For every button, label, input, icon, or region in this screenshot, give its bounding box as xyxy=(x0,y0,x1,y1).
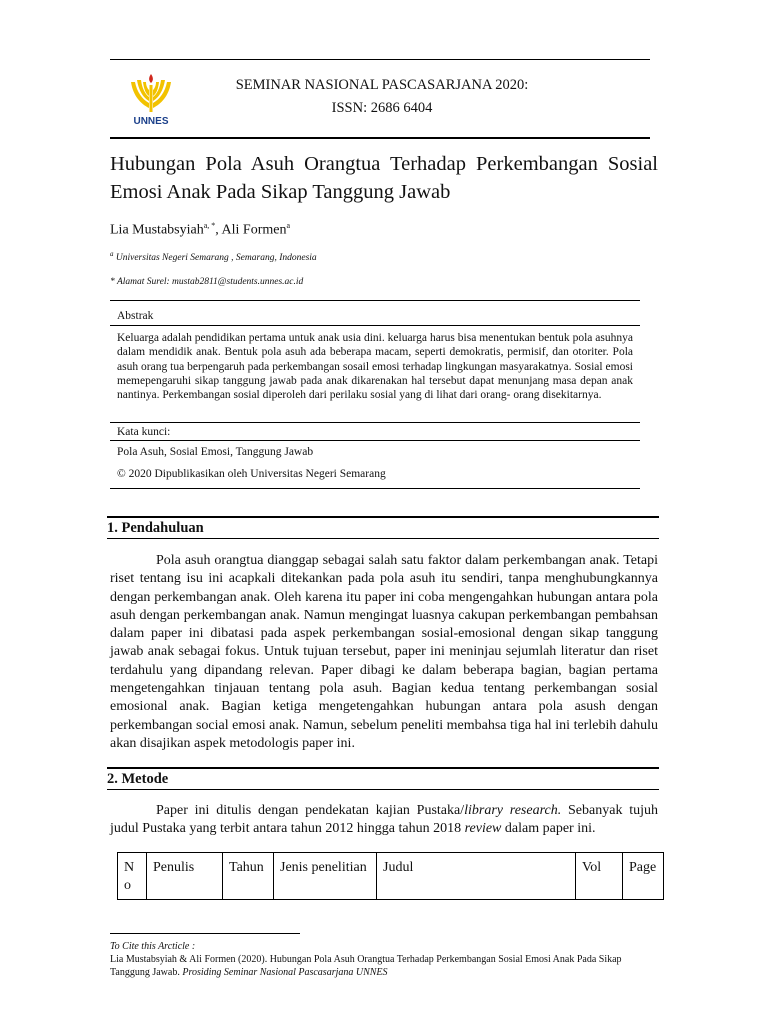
header-top-rule xyxy=(110,59,650,60)
table-header-author: Penulis xyxy=(147,853,223,900)
method-text: Paper ini ditulis dengan pendekatan kajian Pustaka/ xyxy=(156,803,465,818)
method-text: Sebanyak tujuh judul Pustaka yang terbit antara tahun 2012 hingga tahun 2018 xyxy=(110,803,659,837)
footer-rule xyxy=(110,933,300,934)
section-2-underline xyxy=(107,789,659,790)
affiliation-text: Universitas Negeri Semarang , Semarang, Indonesia xyxy=(113,253,317,264)
affiliation-superscript: a xyxy=(110,250,114,258)
section-heading-introduction: 1. Pendahuluan xyxy=(107,520,204,536)
section-heading-method: 2. Metode xyxy=(107,771,169,787)
author-superscript: a, * xyxy=(203,221,216,230)
introduction-text: Pola asuh orangtua dianggap sebagai salah satu faktor dalam perkembangan anak. Tetapi riset tentang isu ini acapkali ditekankan pada pola asuh itu sendiri, tanpa menghubungkannya dengan perkembangan anak. Oleh karena itu paper ini coba mengengahkan hubungan antara pola asuh dengan perkembangan anak. Namun mengingat luasnya cakupan perkembangan pembahsan dalam paper ini dibatasi pada aspek perkembangan sosial-emosional dengan sikap tanggung jawab anak sebagai fokus. Untuk tujuan tersebut, paper ini meninjau sejumlah literatur dan riset terdahulu yang dipandang relevan. Paper dibagi ke dalam beberapa bagian, bagian pertama mengetengahkan tinjauan tentang pola asuh. Bagian kedua tentang perkembangan sosial emosional anak. Bagian ketiga mengetengahkan hubungan antara pola asush dengan perkembangan social emosi anak. Namun, sebelum peneliti membahsa tiga hal ini terlebih dahulu akan disajikan aspek metodologis paper ini. xyxy=(110,553,658,751)
table-header-research-type: Jenis penelitian xyxy=(274,853,377,900)
abstract-label-rule xyxy=(110,325,640,326)
author-separator: , xyxy=(215,222,222,238)
keywords-label-rule xyxy=(110,440,640,441)
citation-source: Prosiding Seminar Nasional Pascasarjana UNNES xyxy=(182,966,388,978)
conference-name: SEMINAR NASIONAL PASCASARJANA 2020: xyxy=(235,77,529,93)
abstract-text: Keluarga adalah pendidikan pertama untuk anak usia dini. keluarga harus bisa menentukan bentuk pola asuhnya dalam mendidik anak. Bentuk pola asuh ada beberapa macam, seperti demokratis, permisif, dan otoriter. Pola asuh orang tua berpengaruh pada perkembangan sosail emosi terhadap lingkungan masyarakatnya. Sosial emosi memepengaruhi sikap tanggung jawab pada anak dikarenakan hal tersebut dapat menunjang masa depan anak nantinya. Perkembangan sosial diperoleh dari perilaku sosial yang di lihat dari orang- orang disekitarnya. xyxy=(117,332,633,402)
section-1-underline xyxy=(107,538,659,539)
table-header-page: Page xyxy=(623,853,664,900)
citation xyxy=(110,954,658,979)
issn: ISSN: 2686 6404 xyxy=(331,100,433,116)
author-name: Ali Formen xyxy=(221,222,287,238)
method-text-italic: library research. xyxy=(464,803,562,818)
header-bottom-rule xyxy=(110,137,650,139)
keywords: Pola Asuh, Sosial Emosi, Tanggung Jawab xyxy=(117,446,314,458)
section-2-rule xyxy=(107,767,659,769)
method-paragraph xyxy=(110,802,658,839)
author-name: Lia Mustabsyiah xyxy=(110,222,204,238)
table-header-title: Judul xyxy=(377,853,576,900)
method-text-italic: review xyxy=(464,821,502,837)
authors xyxy=(110,221,290,239)
citation-text: Lia Mustabsyiah & Ali Formen (2020). Hubungan Pola Asuh Orangtua Terhadap Perkembangan Sosial Emosi Anak Pada Sikap Tanggung Jawab. xyxy=(110,954,622,978)
abstract-text-rule xyxy=(110,422,640,423)
keywords-label: Kata kunci: xyxy=(117,426,171,438)
table-header-no: N o xyxy=(118,853,147,900)
table-header-vol: Vol xyxy=(576,853,623,900)
introduction-paragraph xyxy=(110,552,658,753)
logo-wordmark: UNNES xyxy=(133,116,169,127)
abstract-bottom-rule xyxy=(110,488,640,489)
method-text: dalam paper ini. xyxy=(501,821,596,837)
copyright: © 2020 Dipublikasikan oleh Universitas Negeri Semarang xyxy=(117,468,386,480)
cite-label: To Cite this Arcticle : xyxy=(110,941,196,952)
author-superscript: a xyxy=(286,221,291,230)
abstract-top-rule xyxy=(110,300,640,301)
table-header-year: Tahun xyxy=(223,853,274,900)
table-header-row xyxy=(118,853,664,900)
affiliation xyxy=(110,250,317,263)
email-line: * Alamat Surel: mustab2811@students.unnes.ac.id xyxy=(110,277,304,287)
literature-table xyxy=(117,852,664,900)
section-1-rule xyxy=(107,516,659,518)
unnes-logo xyxy=(123,70,179,130)
article-title: Hubungan Pola Asuh Orangtua Terhadap Perkembangan Sosial Emosi Anak Pada Sikap Tanggung Jawab xyxy=(110,153,658,203)
abstract-label: Abstrak xyxy=(117,310,154,322)
